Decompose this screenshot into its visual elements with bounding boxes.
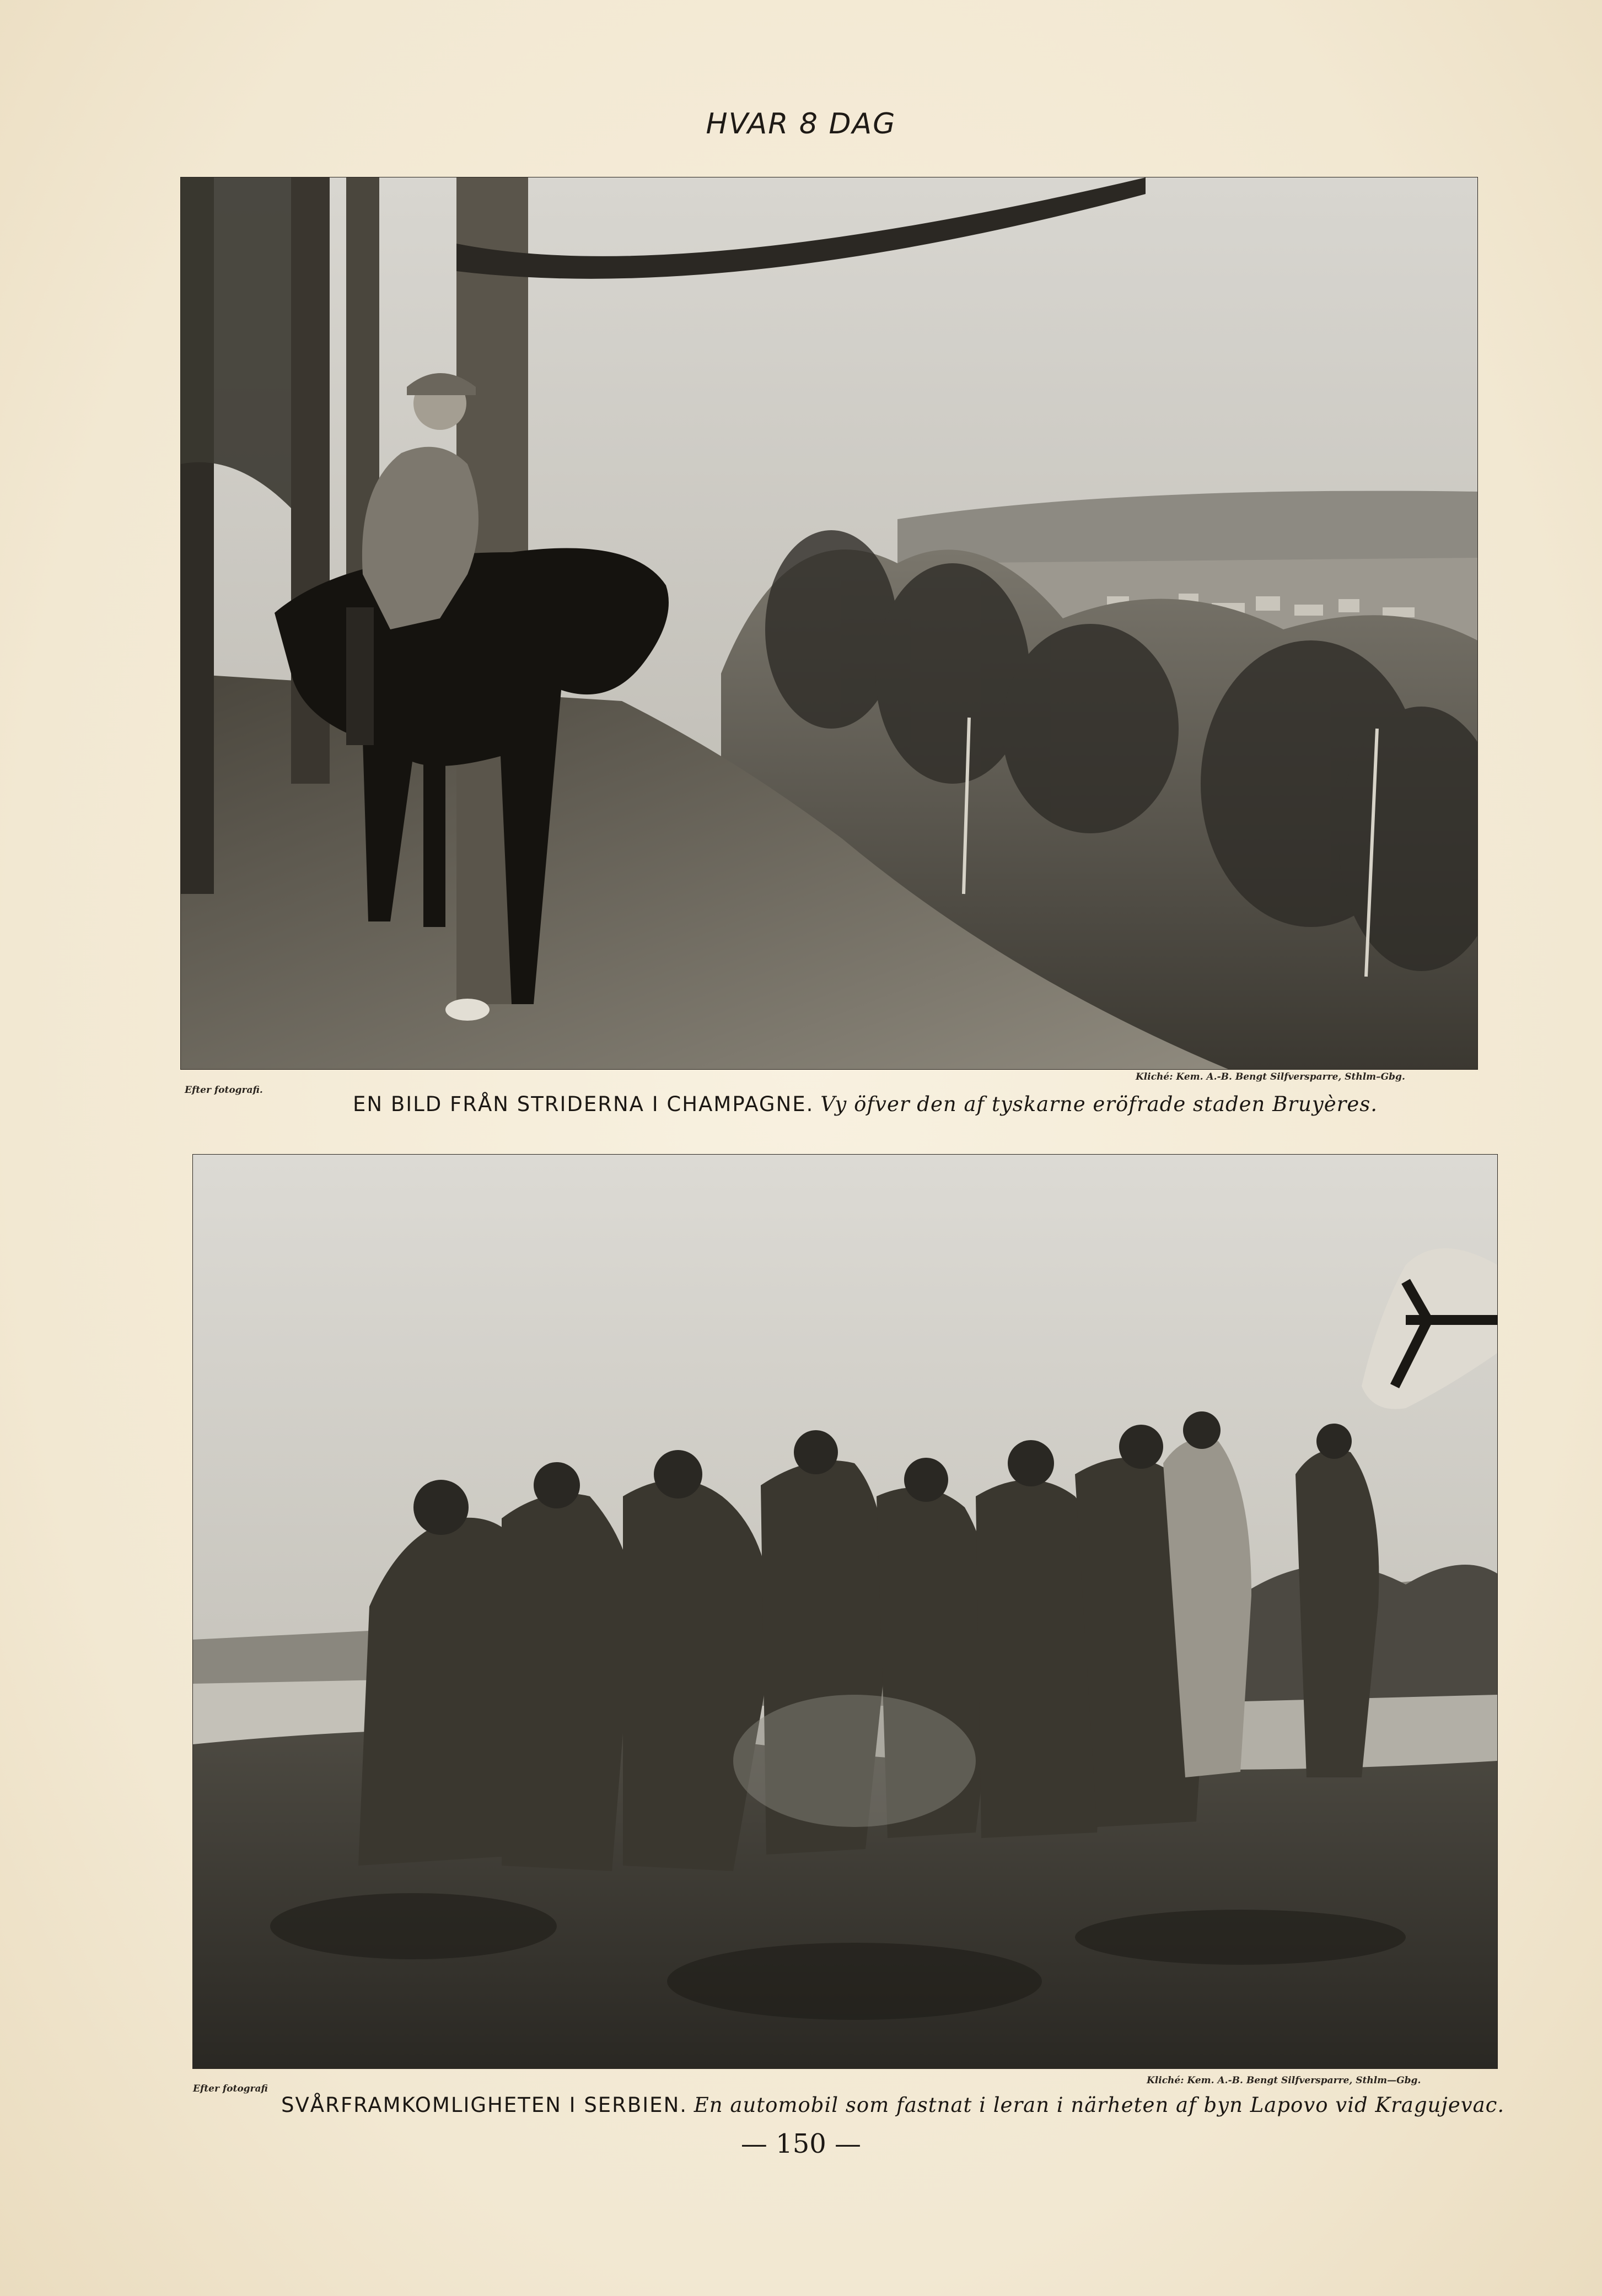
photo2-caption-desc: En automobil som fastnat i leran i närheten af byn Lapovo vid Kragujevac. (694, 2093, 1505, 2117)
photo-serbia (193, 1155, 1497, 2068)
photo2-caption (281, 2093, 1504, 2117)
photo2-credit-right: Kliché: Kem. A.-B. Bengt Silfversparre, Sthlm—Gbg. (1147, 2075, 1421, 2086)
photo2-caption-title: SVÅRFRAMKOMLIGHETEN I SERBIEN. (281, 2093, 688, 2117)
photo1-caption (353, 1092, 1378, 1116)
photograph-soldiers-in-mud-icon (193, 1155, 1497, 2068)
photo-champagne (181, 177, 1477, 1069)
photograph-mounted-officer-icon (181, 177, 1477, 1069)
photo1-credit-left: Efter fotografi. (185, 1085, 263, 1096)
photo1-credit-right: Kliché: Kem. A.-B. Bengt Silfversparre, Sthlm–Gbg. (1136, 1071, 1405, 1082)
photo2-credit-left: Efter fotografi (193, 2083, 268, 2094)
page-number: — 150 — (740, 2128, 862, 2159)
photo1-caption-desc: Vy öfver den af tyskarne eröfrade staden Bruyères. (820, 1092, 1378, 1116)
page-header: HVAR 8 DAG (706, 107, 896, 141)
photo1-caption-title: EN BILD FRÅN STRIDERNA I CHAMPAGNE. (353, 1092, 814, 1116)
